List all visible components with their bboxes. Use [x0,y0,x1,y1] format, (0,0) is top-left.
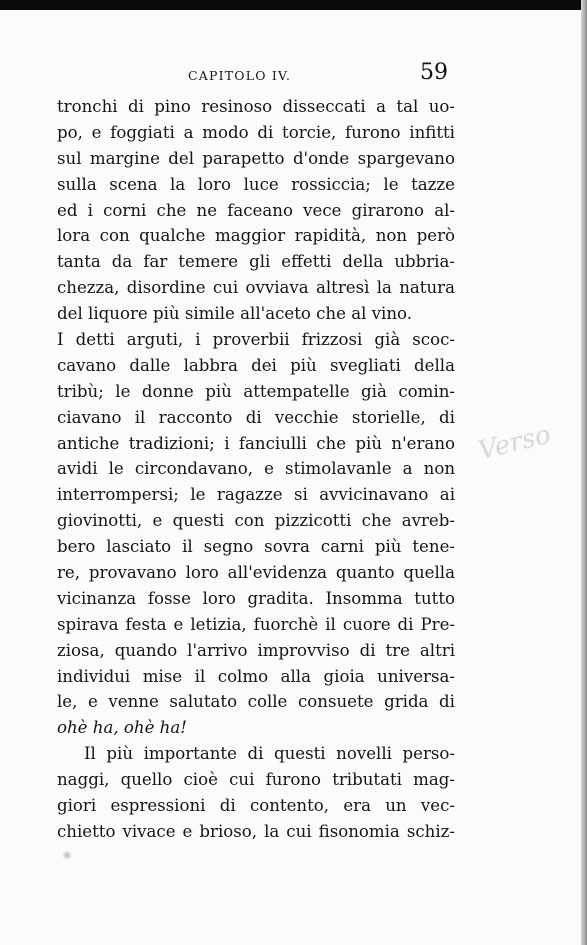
text-line: giovinotti, e questi con pizzicotti che avreb- [57,511,455,531]
handwritten-margin-note: Verso [475,419,554,467]
text-line: vicinanza fosse loro gradita. Insomma tutto [57,588,455,608]
paper-stain [62,850,72,860]
text-line: chietto vivace e brioso, la cui fisonomia schiz- [57,821,455,841]
text-line: individui mise il colmo alla gioia universa- [57,666,455,686]
text-line: interrompersi; le ragazze si avvicinavano ai [57,485,455,505]
text-line: avidi le circondavano, e stimolavanle a non [57,459,455,479]
text-line-exclamation: ohè ha, ohè ha! [57,718,187,738]
text-line: tronchi di pino resinoso disseccati a tal uo- [57,97,455,116]
text-line: tanta da far temere gli effetti della ubbria- [57,252,455,272]
text-line: antiche tradizioni; i fanciulli che più n'erano [57,433,455,453]
book-page [0,10,581,945]
scan-edge-right [581,0,587,945]
text-line: giori espressioni di contento, era un vec- [57,796,455,816]
body-text [57,94,455,845]
text-line: chezza, disordine cui ovviava altresì la natura [57,278,455,298]
text-line-paragraph-start: Il più importante di questi novelli perso- [84,744,455,764]
text-line: le, e venne salutato colle consuete grida di [57,692,455,712]
text-line: sul margine del parapetto d'onde spargevano [57,148,455,168]
running-head [0,60,581,94]
text-line: del liquore più simile all'aceto che al vino. [57,304,413,324]
text-line: tribù; le donne più attempatelle già comin- [57,381,455,401]
page-number: 59 [420,60,448,85]
text-line: po, e foggiati a modo di torcie, furono infitti [57,122,455,142]
scan-edge-top [0,0,587,10]
text-line: ciavano il racconto di vecchie storielle, di [57,407,455,427]
text-line: cavano dalle labbra dei più svegliati della [57,355,455,375]
text-line: lora con qualche maggior rapidità, non però [57,226,455,246]
chapter-title: CAPITOLO IV. [188,68,292,83]
text-line: bero lasciato il segno sovra carni più tene- [57,537,455,557]
text-line: ziosa, quando l'arrivo improvviso di tre altri [57,640,455,660]
text-line: sulla scena la loro luce rossiccia; le tazze [57,174,455,194]
text-line: re, provavano loro all'evidenza quanto quella [57,563,455,583]
text-line: spirava festa e letizia, fuorchè il cuore di Pre- [57,614,455,634]
text-line: I detti arguti, i proverbii frizzosi già scoc- [57,330,455,350]
text-line: naggi, quello cioè cui furono tributati mag- [57,770,455,790]
text-line: ed i corni che ne faceano vece girarono al- [57,200,455,220]
